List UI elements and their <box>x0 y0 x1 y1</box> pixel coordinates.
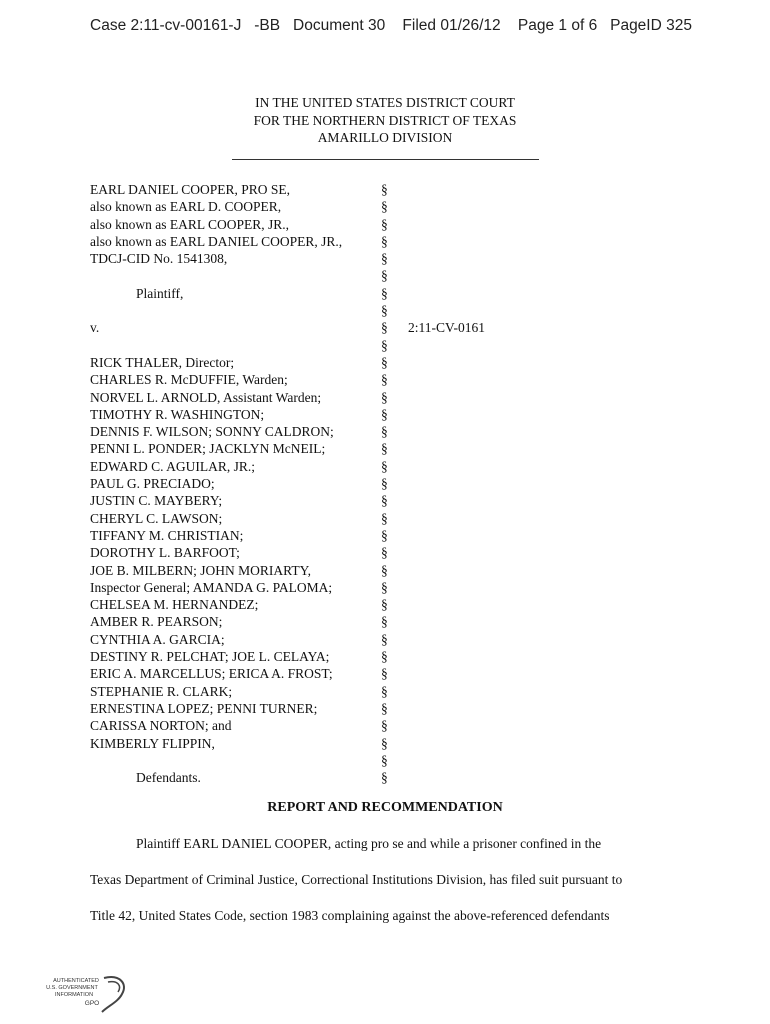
section-symbol: § <box>381 389 388 405</box>
section-symbol: § <box>381 372 388 388</box>
caption-line: EARL DANIEL COOPER, PRO SE, <box>90 182 291 197</box>
seal-text-3: INFORMATION <box>54 992 94 998</box>
case-caption-parties <box>90 181 342 786</box>
caption-line: DOROTHY L. BARFOOT; <box>90 545 240 561</box>
section-symbol: § <box>381 579 388 595</box>
case-number: 2:11-CV-0161 <box>408 320 486 335</box>
caption-line: CARISSA NORTON; and <box>90 718 232 734</box>
section-symbol: § <box>381 545 388 561</box>
caption-line: CHELSEA M. HERNANDEZ; <box>90 597 259 613</box>
section-symbol: § <box>381 354 388 370</box>
section-symbol: § <box>381 216 388 232</box>
caption-line: TIMOTHY R. WASHINGTON; <box>90 406 265 422</box>
section-symbol: § <box>381 458 388 474</box>
section-symbol: § <box>381 233 388 249</box>
section-symbol: § <box>381 527 388 543</box>
report-body-line: Plaintiff EARL DANIEL COOPER, acting pro se and while a prisoner confined in the <box>136 836 602 851</box>
seal-text-4: GPO <box>84 1000 100 1007</box>
report-body-line: Title 42, United States Code, section 1983 complaining against the above-referenced defendants <box>90 908 610 923</box>
caption-line: Inspector General; AMANDA G. PALOMA; <box>90 579 333 595</box>
caption-line: DENNIS F. WILSON; SONNY CALDRON; <box>90 424 334 440</box>
section-symbol: § <box>381 752 388 768</box>
gpo-authentication-seal <box>42 972 132 1016</box>
section-symbol: § <box>381 631 388 647</box>
section-symbol: § <box>381 614 388 630</box>
report-body-line: Texas Department of Criminal Justice, Correctional Institutions Division, has filed suit pursuant to <box>90 872 623 887</box>
caption-line: CYNTHIA A. GARCIA; <box>90 631 225 647</box>
section-symbol: § <box>381 562 388 578</box>
section-symbol: § <box>381 597 388 613</box>
caption-line: ERNESTINA LOPEZ; PENNI TURNER; <box>90 700 318 716</box>
section-symbol: § <box>381 718 388 734</box>
court-line-1: IN THE UNITED STATES DISTRICT COURT <box>255 95 515 110</box>
caption-line: JUSTIN C. MAYBERY; <box>90 493 223 509</box>
report-title: REPORT AND RECOMMENDATION <box>267 800 503 815</box>
caption-line: PENNI L. PONDER; JACKLYN McNEIL; <box>90 441 326 457</box>
caption-line: TIFFANY M. CHRISTIAN; <box>90 527 244 543</box>
section-symbol: § <box>381 268 388 284</box>
section-symbol: § <box>381 649 388 665</box>
section-symbol: § <box>381 424 388 440</box>
section-symbol: § <box>381 199 388 215</box>
caption-line <box>90 302 342 319</box>
heading-rule <box>232 159 539 160</box>
caption-line: NORVEL L. ARNOLD, Assistant Warden; <box>90 389 322 405</box>
caption-line: Plaintiff, <box>136 285 184 301</box>
section-symbol-column <box>381 181 388 786</box>
caption-line: RICK THALER, Director; <box>90 354 235 370</box>
section-symbol: § <box>381 666 388 682</box>
court-heading <box>0 94 770 147</box>
caption-line: PAUL G. PRECIADO; <box>90 476 215 492</box>
section-symbol: § <box>381 493 388 509</box>
caption-line: DESTINY R. PELCHAT; JOE L. CELAYA; <box>90 649 330 665</box>
gpo-seal-icon <box>42 972 132 1016</box>
section-symbol: § <box>381 406 388 422</box>
section-symbol: § <box>381 303 388 319</box>
section-symbol: § <box>381 441 388 457</box>
case-header: Case 2:11-cv-00161-J -BB Document 30 Filed 01/26/12 Page 1 of 6 PageID 325 <box>90 17 692 34</box>
seal-text-1: AUTHENTICATED <box>53 978 99 984</box>
caption-line: JOE B. MILBERN; JOHN MORIARTY, <box>90 562 311 578</box>
section-symbol: § <box>381 337 388 353</box>
section-symbol: § <box>381 476 388 492</box>
seal-text-2: U.S. GOVERNMENT <box>46 985 98 991</box>
section-symbol: § <box>381 735 388 751</box>
caption-line: also known as EARL COOPER, JR., <box>90 216 290 232</box>
section-symbol: § <box>381 770 388 786</box>
caption-line: TDCJ-CID No. 1541308, <box>90 251 228 267</box>
caption-line: CHARLES R. McDUFFIE, Warden; <box>90 372 288 388</box>
caption-line: also known as EARL D. COOPER, <box>90 199 282 215</box>
caption-line: also known as EARL DANIEL COOPER, JR., <box>90 233 343 249</box>
caption-line <box>90 337 342 354</box>
caption-line: KIMBERLY FLIPPIN, <box>90 735 215 751</box>
section-symbol: § <box>381 182 388 197</box>
caption-line: EDWARD C. AGUILAR, JR.; <box>90 458 256 474</box>
section-symbol: § <box>381 285 388 301</box>
caption-line: Defendants. <box>136 770 201 786</box>
court-line-3: AMARILLO DIVISION <box>317 130 453 145</box>
section-symbol: § <box>381 510 388 526</box>
section-symbol: § <box>381 700 388 716</box>
caption-line <box>90 752 342 769</box>
court-line-2: FOR THE NORTHERN DISTRICT OF TEXAS <box>253 112 517 128</box>
report-body <box>90 836 690 944</box>
caption-line: AMBER R. PEARSON; <box>90 614 223 630</box>
caption-line: STEPHANIE R. CLARK; <box>90 683 233 699</box>
caption-line <box>90 267 342 284</box>
caption-line: CHERYL C. LAWSON; <box>90 510 223 526</box>
caption-line: ERIC A. MARCELLUS; ERICA A. FROST; <box>90 666 333 682</box>
section-symbol: § <box>381 683 388 699</box>
section-symbol: § <box>381 251 388 267</box>
caption-line: v. <box>90 320 100 336</box>
section-symbol: § <box>381 320 388 336</box>
